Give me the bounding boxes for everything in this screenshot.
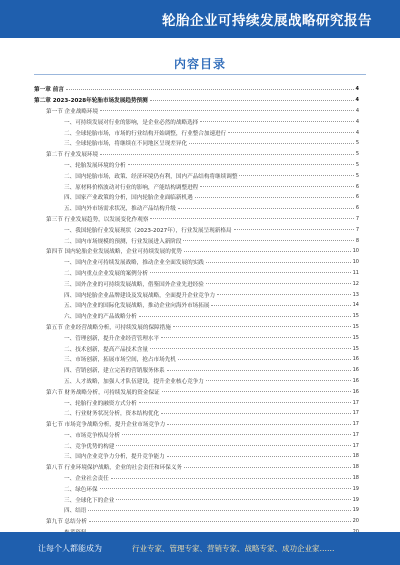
- toc-entry-page: 17: [352, 421, 359, 428]
- toc-leader-dots: [178, 208, 354, 209]
- toc-entry-title: 一、企业社会责任: [64, 476, 109, 483]
- toc-entry-title: 六、国内企业的产品战略分析: [64, 314, 137, 321]
- toc-entry[interactable]: [34, 386, 359, 397]
- toc-leader-dots: [88, 510, 350, 511]
- toc-entry-title: 一、我国轮胎行业发展现状（2023-2027年），行业发展呈现新格局: [64, 227, 232, 234]
- toc-entry-title: 二、绿色环保: [64, 486, 98, 493]
- toc-entry-title: 第七节 市场竞争战略分析，提升企业市场竞争力: [46, 422, 166, 429]
- toc-entry-page: 4: [355, 118, 359, 125]
- toc-entry-title: 三、国外企业的可持续发展战略，借鉴国外企业先进经验: [64, 281, 204, 288]
- toc-leader-dots: [89, 521, 351, 522]
- toc-entry[interactable]: [34, 235, 359, 246]
- toc-entry[interactable]: [34, 343, 359, 354]
- toc-entry-title: 二、竞争优势的构建: [64, 443, 115, 450]
- toc-entry[interactable]: [34, 332, 359, 343]
- toc-entry[interactable]: [34, 376, 359, 387]
- toc-leader-dots: [150, 100, 354, 101]
- report-title: 轮胎企业可持续发展战略研究报告: [162, 13, 372, 29]
- toc-leader-dots: [162, 391, 351, 392]
- toc-entry[interactable]: [34, 138, 359, 149]
- toc-entry-page: 10: [352, 259, 359, 266]
- toc-leader-dots: [167, 424, 350, 425]
- toc-entry-page: 7: [355, 226, 359, 233]
- toc-leader-dots: [116, 499, 350, 500]
- toc-entry[interactable]: [34, 289, 359, 300]
- toc-entry-page: 19: [352, 485, 359, 492]
- toc-leader-dots: [139, 316, 351, 317]
- toc-leader-dots: [206, 262, 351, 263]
- toc-divider: [34, 74, 366, 75]
- toc-entry-title: 三、原材料价格波动对行业的影响，产能结构调整进程: [64, 184, 199, 191]
- toc-entry-page: 4: [355, 97, 359, 104]
- toc-entry-title: 第八节 行业环境保护战略，企业的社会责任和环保义务: [46, 465, 183, 472]
- toc-entry[interactable]: [34, 116, 359, 127]
- toc-entry-page: 18: [352, 475, 359, 482]
- toc-entry-page: 17: [352, 431, 359, 438]
- toc-entry-title: 一、管理创新，提升企业经营管理水平: [64, 335, 160, 342]
- toc-leader-dots: [100, 488, 351, 489]
- toc-entry[interactable]: [34, 430, 359, 441]
- footer-tagline: 行业专家、管理专家、营销专家、战略专家、成功企业家……: [132, 544, 335, 553]
- toc-entry-title: 二、国内市场规模的预测，行业发展进入新阶段: [64, 238, 182, 245]
- toc-leader-dots: [184, 251, 351, 252]
- toc-entry-page: 18: [352, 453, 359, 460]
- toc-entry-page: 4: [355, 107, 359, 114]
- toc-leader-dots: [150, 218, 353, 219]
- toc-leader-dots: [195, 197, 354, 198]
- toc-leader-dots: [184, 467, 351, 468]
- toc-leader-dots: [150, 348, 351, 349]
- toc-entry-page: 7: [355, 215, 359, 222]
- toc-leader-dots: [111, 478, 351, 479]
- toc-entry[interactable]: [34, 354, 359, 365]
- toc-entry-page: 10: [352, 248, 359, 255]
- toc-entry[interactable]: [34, 84, 359, 95]
- toc-entry-page: 5: [355, 172, 359, 179]
- toc-entry-page: 17: [352, 410, 359, 417]
- toc-leader-dots: [128, 164, 354, 165]
- toc-entry[interactable]: [34, 192, 359, 203]
- toc-entry-title: 第三节 行业发展趋势，以发展变化作观察: [46, 216, 149, 223]
- toc-leader-dots: [66, 89, 354, 90]
- toc-leader-dots: [167, 370, 351, 371]
- toc-leader-dots: [161, 337, 351, 338]
- toc-entry-title: 四、结语: [64, 508, 87, 515]
- toc-entry-page: 16: [352, 356, 359, 363]
- toc-leader-dots: [150, 272, 351, 273]
- toc-entry-title: 第九节 总结分析: [46, 519, 87, 526]
- toc-entry[interactable]: [34, 408, 359, 419]
- toc-entry[interactable]: [34, 462, 359, 473]
- toc-entry-title: 第二节 行业发展环境: [46, 152, 99, 159]
- toc-entry-page: 18: [352, 464, 359, 471]
- toc-leader-dots: [217, 294, 351, 295]
- toc-entry-page: 12: [352, 280, 359, 287]
- toc-entry[interactable]: [34, 203, 359, 214]
- toc-leader-dots: [116, 445, 350, 446]
- toc-entry[interactable]: [34, 483, 359, 494]
- toc-entry-title: 五、国内企业的国际化发展战略，推动企业向海外市场拓展: [64, 303, 210, 310]
- toc-entry-page: 16: [352, 367, 359, 374]
- toc-entry-title: 三、全球化下的企业: [64, 497, 115, 504]
- toc-entry-title: 二、技术创新，提高产品技术含量: [64, 346, 148, 353]
- toc-entry[interactable]: [34, 224, 359, 235]
- toc-leader-dots: [189, 143, 354, 144]
- toc-entry-page: 17: [352, 442, 359, 449]
- toc-entry-title: 第四节 国内轮胎企业发展战略，企业可持续发展的优势: [46, 249, 183, 256]
- toc-entry-title: 一、可持续发展对行业的影响，是企业必然的战略选择: [64, 119, 199, 126]
- toc-entry-page: 13: [352, 291, 359, 298]
- toc-entry[interactable]: [34, 181, 359, 192]
- toc-entry-page: 4: [355, 129, 359, 136]
- toc-entry-page: 6: [355, 205, 359, 212]
- toc-entry-title: 第六节 财务战略分析，可持续发展的资金保证: [46, 389, 160, 396]
- toc-entry[interactable]: [34, 419, 359, 430]
- toc-entry[interactable]: [34, 170, 359, 181]
- toc-leader-dots: [183, 240, 353, 241]
- toc-entry[interactable]: [34, 516, 359, 527]
- toc-leader-dots: [173, 326, 351, 327]
- toc-entry-page: 14: [352, 302, 359, 309]
- toc-entry-title: 四、国家产业政策的分析，国内轮胎企业面临新机遇: [64, 195, 193, 202]
- toc-entry[interactable]: [34, 451, 359, 462]
- toc-entry[interactable]: [34, 149, 359, 160]
- toc-entry-title: 五、国内外市场需求状况，推动产品结构升级: [64, 206, 176, 213]
- toc-entry[interactable]: [34, 106, 359, 117]
- page-header: [0, 0, 400, 38]
- toc-entry[interactable]: [34, 127, 359, 138]
- toc-entry-page: 19: [352, 507, 359, 514]
- toc-entry-page: 4: [355, 86, 359, 93]
- toc-entry-page: 19: [352, 496, 359, 503]
- toc-entry-title: 三、全球轮胎市场，将继续在不同地区呈现差异化: [64, 141, 188, 148]
- toc-entry-page: 20: [352, 518, 359, 525]
- toc-entry-title: 三、国内企业竞争力分析，提升竞争能力: [64, 454, 165, 461]
- toc-entry[interactable]: [34, 397, 359, 408]
- toc-entry[interactable]: [34, 246, 359, 257]
- toc-entry-title: 四、国内轮胎企业品牌建设及发展战略，全面提升企业竞争力: [64, 292, 216, 299]
- toc-entry-page: 11: [352, 269, 359, 276]
- toc-entry-title: 一、轮胎发展环境的分析: [64, 162, 126, 169]
- toc-entry-page: 15: [352, 334, 359, 341]
- toc-entry[interactable]: [34, 365, 359, 376]
- toc-leader-dots: [239, 175, 353, 176]
- toc-entry-title: 三、市场创新，拓展市场空间，抢占市场先机: [64, 357, 176, 364]
- toc-entry-title: 第五节 企业经营战略分析，可持续发展的保障措施: [46, 324, 171, 331]
- toc-entry[interactable]: [34, 440, 359, 451]
- toc-entry-title: 二、全球轮胎市场，市场的行业结构开始调整，行业整合加速进行: [64, 130, 227, 137]
- toc-leader-dots: [200, 186, 354, 187]
- toc-entry[interactable]: [34, 473, 359, 484]
- toc-entry-title: 四、营销创新，建立完善的营销服务体系: [64, 368, 165, 375]
- toc-entry-page: 5: [355, 151, 359, 158]
- toc-entry-page: 15: [352, 313, 359, 320]
- toc-entry-page: 5: [355, 140, 359, 147]
- toc-entry-title: 二、国内轮胎市场，政策、经济环境仍有利，国内产品结构将继续调整: [64, 173, 238, 180]
- toc-title: 内容目录: [173, 57, 226, 71]
- toc-entry-page: 6: [355, 194, 359, 201]
- toc-entry-title: 五、人才战略，加强人才队伍建设，提升企业核心竞争力: [64, 378, 204, 385]
- toc-entry-title: 二、行业财务状况分析，资本结构优化: [64, 411, 160, 418]
- toc-entry-page: 15: [352, 345, 359, 352]
- toc-entry-title: 第一章 前言: [34, 87, 64, 94]
- toc-entry-page: 5: [355, 161, 359, 168]
- toc-leader-dots: [206, 283, 351, 284]
- footer-slogan: 让每个人都能成为: [38, 544, 102, 553]
- toc-entry-page: 8: [355, 237, 359, 244]
- toc-leader-dots: [206, 380, 351, 381]
- toc-entry-page: 6: [355, 183, 359, 190]
- toc-leader-dots: [211, 305, 350, 306]
- toc-leader-dots: [139, 402, 351, 403]
- toc-leader-dots: [161, 413, 351, 414]
- toc-entry[interactable]: [34, 278, 359, 289]
- toc-entry-page: 17: [352, 399, 359, 406]
- toc-leader-dots: [100, 154, 354, 155]
- toc-entry-title: 二、国内重点企业发展的案例分析: [64, 270, 148, 277]
- toc-entry[interactable]: [34, 322, 359, 333]
- toc-entry[interactable]: [34, 300, 359, 311]
- toc-entry-title: 第二章 2023-2028年轮胎市场发展趋势预测: [34, 98, 148, 105]
- toc-entry[interactable]: [34, 257, 359, 268]
- toc-entry[interactable]: [34, 214, 359, 225]
- toc-leader-dots: [228, 132, 354, 133]
- page-footer: [0, 532, 400, 565]
- toc-entry-page: 16: [352, 388, 359, 395]
- toc-entry-title: 一、国内企业可持续发展战略，推动企业全面发展的实践: [64, 260, 204, 267]
- toc-entry[interactable]: [34, 95, 359, 106]
- toc-entry[interactable]: [34, 494, 359, 505]
- toc-leader-dots: [178, 359, 351, 360]
- toc-entry[interactable]: [34, 311, 359, 322]
- toc-entry-title: 第一节 企业战略环境: [46, 108, 99, 115]
- toc-leader-dots: [167, 456, 351, 457]
- toc-leader-dots: [200, 121, 354, 122]
- toc-entry[interactable]: [34, 505, 359, 516]
- toc-entry-page: 16: [352, 377, 359, 384]
- toc-entry-page: 15: [352, 323, 359, 330]
- toc-entry[interactable]: [34, 160, 359, 171]
- toc-entry-title: 一、轮胎行业的融资方式分析: [64, 400, 137, 407]
- toc-entry[interactable]: [34, 268, 359, 279]
- toc-entry-title: 一、市场竞争格局分析: [64, 432, 120, 439]
- toc-leader-dots: [122, 434, 351, 435]
- toc-leader-dots: [100, 110, 354, 111]
- toc-leader-dots: [234, 229, 354, 230]
- table-of-contents: [34, 84, 359, 537]
